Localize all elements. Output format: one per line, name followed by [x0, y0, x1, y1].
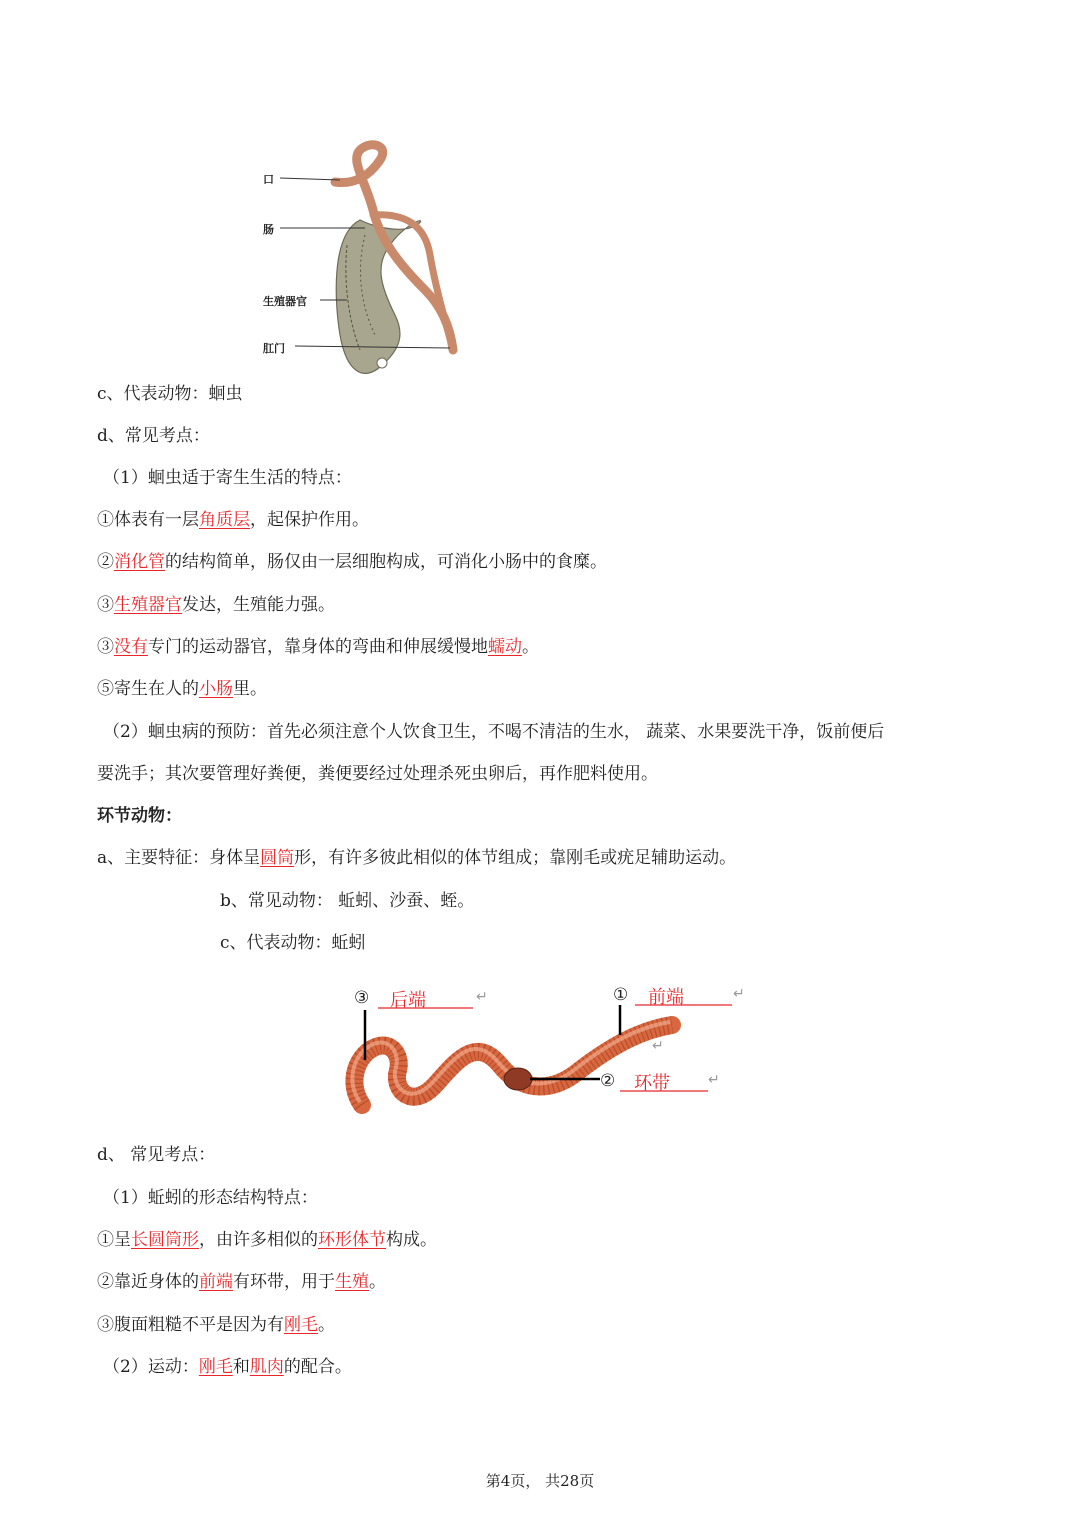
- earthworm-label-anterior: 前端: [648, 987, 684, 1008]
- roundworm-label-reproductive: 生殖器官: [263, 295, 307, 308]
- answer-muscle: 肌肉: [249, 1357, 284, 1377]
- text: 。: [369, 1272, 386, 1292]
- answer-peristalsis: 蠕动: [488, 637, 522, 657]
- text: a、主要特征：身体呈: [97, 848, 261, 868]
- roundworm-label-mouth: 口: [263, 173, 274, 186]
- text: 里。: [233, 679, 267, 699]
- roundworm-representative: [97, 382, 243, 406]
- annelid-representative: c、代表动物：蚯蚓: [220, 933, 366, 953]
- text: 形，有许多彼此相似的体节组成；靠刚毛或疣足辅助运动。: [294, 848, 737, 868]
- roundworm-point-2: [97, 550, 607, 574]
- earthworm-label1-num: ①: [613, 985, 629, 1005]
- annelid-feature: [97, 846, 736, 870]
- text: 有环带，用于: [233, 1272, 335, 1292]
- earthworm-point-2: [97, 1270, 386, 1294]
- roundworm-prevention-line1: （2）蛔虫病的预防：首先必须注意个人饮食卫生，不喝不清洁的生水， 蔬菜、水果要洗干净，饭前便后: [103, 722, 885, 742]
- answer-setae: 刚毛: [198, 1357, 233, 1377]
- text: 构成。: [386, 1230, 437, 1250]
- return-mark: ↵: [652, 1038, 664, 1054]
- text: （2）运动：: [103, 1357, 199, 1377]
- page-footer: 第4页， 共28页: [485, 1472, 595, 1490]
- text: ③: [97, 637, 114, 657]
- answer-reproductive-organ: 生殖器官: [114, 595, 182, 615]
- text: 的配合。: [283, 1357, 352, 1377]
- answer-front-end: 前端: [199, 1272, 233, 1292]
- earthworm-exam-title: d、 常见考点：: [97, 1145, 216, 1165]
- earthworm-sub1-title: （1）蚯蚓的形态结构特点：: [103, 1188, 318, 1208]
- roundworm-diagram: [255, 135, 485, 385]
- earthworm-point-3: [97, 1313, 335, 1337]
- answer-none: 没有: [114, 637, 148, 657]
- return-mark: ↵: [733, 986, 745, 1002]
- annelid-common-animals: b、常见动物： 蚯蚓、沙蚕、蛭。: [220, 891, 475, 911]
- roundworm-point-1: [97, 508, 369, 532]
- earthworm-label-posterior: 后端: [390, 990, 426, 1011]
- return-mark: ↵: [708, 1072, 720, 1088]
- answer-setae: 刚毛: [284, 1315, 318, 1335]
- roundworm-point-4: [97, 635, 539, 659]
- roundworm-point-5: [97, 677, 267, 701]
- text: ③: [97, 595, 114, 615]
- text: ，起保护作用。: [250, 510, 369, 530]
- text: ①体表有一层: [97, 510, 199, 530]
- text: 和: [232, 1357, 250, 1377]
- text: 发达，生殖能力强。: [182, 595, 335, 615]
- text: ③腹面粗糙不平是因为有: [97, 1315, 284, 1335]
- text: 专门的运动器官，靠身体的弯曲和伸展缓慢地: [148, 637, 488, 657]
- earthworm-movement: [103, 1355, 352, 1379]
- return-mark: ↵: [476, 989, 488, 1005]
- roundworm-prevention-line2: 要洗手；其次要管理好粪便，粪便要经过处理杀死虫卵后，再作肥料使用。: [97, 764, 658, 784]
- text: 。: [318, 1315, 335, 1335]
- roundworm-label-intestine: 肠: [263, 223, 274, 236]
- answer-ring-segments: 环形体节: [318, 1230, 386, 1250]
- answer-cylinder: 圆筒: [260, 848, 295, 868]
- text: ⑤寄生在人的: [97, 679, 199, 699]
- answer-digestive-tract: 消化管: [114, 552, 165, 572]
- annelid-heading: 环节动物：: [97, 806, 182, 826]
- earthworm-label-clitellum: 环带: [634, 1073, 670, 1094]
- roundworm-point-3: [97, 593, 335, 617]
- rep-value: 蛔虫: [208, 384, 243, 404]
- answer-long-cylinder: 长圆筒形: [131, 1230, 199, 1250]
- earthworm-label3-num: ③: [354, 988, 370, 1008]
- text: ①呈: [97, 1230, 131, 1250]
- answer-small-intestine: 小肠: [199, 679, 233, 699]
- text: 的结构简单，肠仅由一层细胞构成，可消化小肠中的食糜。: [165, 552, 607, 572]
- roundworm-sub1-title: （1）蛔虫适于寄生生活的特点：: [103, 468, 352, 488]
- roundworm-exam-title: d、常见考点：: [97, 426, 210, 446]
- text: ②: [97, 552, 114, 572]
- text: 。: [522, 637, 539, 657]
- text: ②靠近身体的: [97, 1272, 199, 1292]
- rep-prefix: c、代表动物：: [97, 384, 209, 404]
- answer-reproduction: 生殖: [335, 1272, 369, 1292]
- text: ，由许多相似的: [199, 1230, 318, 1250]
- answer-cuticle: 角质层: [199, 510, 250, 530]
- earthworm-point-1: [97, 1228, 437, 1252]
- earthworm-label2-num: ②: [600, 1071, 616, 1091]
- roundworm-label-anus: 肛门: [263, 342, 285, 355]
